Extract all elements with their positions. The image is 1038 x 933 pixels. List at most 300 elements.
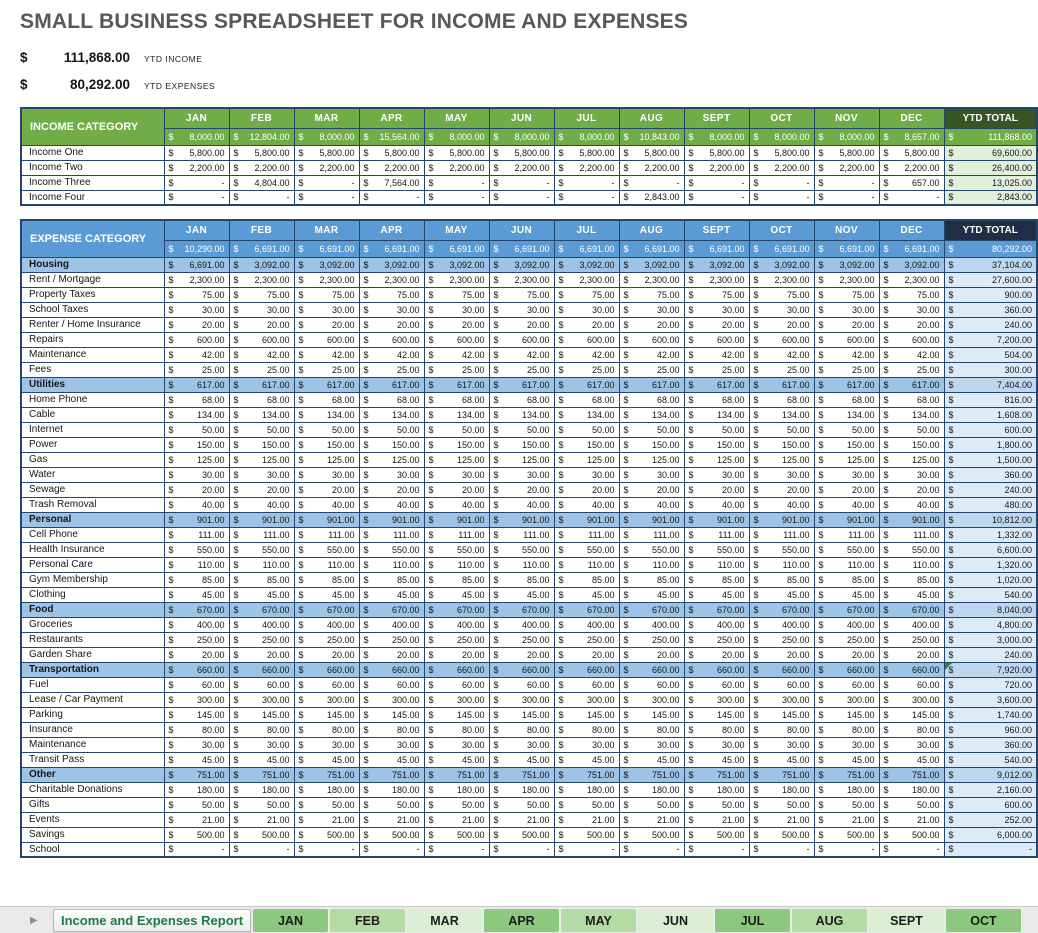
ytd-value-cell[interactable] (944, 302, 1037, 317)
month-value-cell[interactable] (684, 737, 749, 752)
month-value-cell[interactable] (684, 347, 749, 362)
month-value-cell[interactable] (294, 190, 359, 205)
ytd-value-cell[interactable] (944, 347, 1037, 362)
month-value-cell[interactable] (164, 812, 229, 827)
ytd-grand-total-cell[interactable] (944, 128, 1037, 145)
row-label-cell[interactable]: Rent / Mortgage (21, 272, 164, 287)
month-value-cell[interactable] (424, 677, 489, 692)
month-value-cell[interactable] (359, 272, 424, 287)
month-value-cell[interactable] (554, 707, 619, 722)
month-value-cell[interactable] (814, 452, 879, 467)
month-value-cell[interactable] (294, 542, 359, 557)
month-value-cell[interactable] (554, 482, 619, 497)
month-value-cell[interactable] (164, 145, 229, 160)
month-value-cell[interactable] (294, 752, 359, 767)
month-value-cell[interactable] (424, 737, 489, 752)
month-value-cell[interactable] (684, 160, 749, 175)
month-value-cell[interactable] (359, 332, 424, 347)
month-value-cell[interactable] (554, 677, 619, 692)
month-value-cell[interactable] (424, 617, 489, 632)
month-value-cell[interactable] (684, 812, 749, 827)
month-value-cell[interactable] (749, 782, 814, 797)
month-value-cell[interactable] (554, 632, 619, 647)
month-value-cell[interactable] (359, 827, 424, 842)
month-value-cell[interactable] (229, 287, 294, 302)
month-value-cell[interactable] (489, 602, 554, 617)
month-value-cell[interactable] (359, 557, 424, 572)
month-value-cell[interactable] (294, 272, 359, 287)
row-label-cell[interactable]: Income One (21, 145, 164, 160)
month-value-cell[interactable] (489, 767, 554, 782)
row-label-cell[interactable]: Property Taxes (21, 287, 164, 302)
ytd-value-cell[interactable] (944, 160, 1037, 175)
month-value-cell[interactable] (294, 332, 359, 347)
month-value-cell[interactable] (749, 145, 814, 160)
month-value-cell[interactable] (359, 175, 424, 190)
row-label-cell[interactable]: Renter / Home Insurance (21, 317, 164, 332)
month-value-cell[interactable] (554, 422, 619, 437)
month-value-cell[interactable] (619, 527, 684, 542)
month-value-cell[interactable] (814, 677, 879, 692)
month-value-cell[interactable] (879, 317, 944, 332)
month-value-cell[interactable] (749, 160, 814, 175)
month-value-cell[interactable] (359, 467, 424, 482)
month-value-cell[interactable] (359, 190, 424, 205)
month-value-cell[interactable] (749, 527, 814, 542)
ytd-value-cell[interactable] (944, 602, 1037, 617)
month-value-cell[interactable] (424, 257, 489, 272)
month-value-cell[interactable] (619, 467, 684, 482)
month-value-cell[interactable] (749, 632, 814, 647)
month-total-cell[interactable] (489, 240, 554, 257)
month-value-cell[interactable] (749, 287, 814, 302)
month-value-cell[interactable] (684, 377, 749, 392)
month-value-cell[interactable] (359, 587, 424, 602)
month-value-cell[interactable] (684, 647, 749, 662)
month-value-cell[interactable] (229, 752, 294, 767)
ytd-value-cell[interactable] (944, 287, 1037, 302)
sheet-tab-jan[interactable]: JAN (253, 909, 328, 932)
month-value-cell[interactable] (684, 512, 749, 527)
month-value-cell[interactable] (814, 512, 879, 527)
month-value-cell[interactable] (684, 557, 749, 572)
month-value-cell[interactable] (424, 160, 489, 175)
month-total-cell[interactable] (164, 128, 229, 145)
month-value-cell[interactable] (164, 617, 229, 632)
month-value-cell[interactable] (489, 145, 554, 160)
month-value-cell[interactable] (164, 707, 229, 722)
row-label-cell[interactable]: Maintenance (21, 347, 164, 362)
month-value-cell[interactable] (489, 587, 554, 602)
month-value-cell[interactable] (359, 572, 424, 587)
row-label-cell[interactable]: Parking (21, 707, 164, 722)
month-header-cell[interactable]: MAR (294, 220, 359, 240)
month-value-cell[interactable] (879, 512, 944, 527)
row-label-cell[interactable]: Utilities (21, 377, 164, 392)
month-value-cell[interactable] (229, 767, 294, 782)
month-value-cell[interactable] (684, 602, 749, 617)
ytd-value-cell[interactable] (944, 587, 1037, 602)
month-value-cell[interactable] (294, 467, 359, 482)
month-value-cell[interactable] (359, 677, 424, 692)
month-value-cell[interactable] (359, 302, 424, 317)
month-value-cell[interactable] (294, 145, 359, 160)
month-value-cell[interactable] (619, 782, 684, 797)
month-value-cell[interactable] (294, 257, 359, 272)
month-value-cell[interactable] (489, 707, 554, 722)
ytd-value-cell[interactable] (944, 512, 1037, 527)
month-value-cell[interactable] (229, 662, 294, 677)
ytd-value-cell[interactable] (944, 797, 1037, 812)
month-value-cell[interactable] (164, 677, 229, 692)
row-label-cell[interactable]: Income Three (21, 175, 164, 190)
month-header-cell[interactable]: OCT (749, 108, 814, 128)
month-value-cell[interactable] (359, 782, 424, 797)
month-value-cell[interactable] (294, 842, 359, 857)
month-value-cell[interactable] (229, 797, 294, 812)
month-value-cell[interactable] (749, 662, 814, 677)
ytd-value-cell[interactable] (944, 617, 1037, 632)
month-value-cell[interactable] (619, 257, 684, 272)
ytd-value-cell[interactable] (944, 647, 1037, 662)
month-value-cell[interactable] (424, 812, 489, 827)
month-value-cell[interactable] (879, 737, 944, 752)
month-value-cell[interactable] (229, 632, 294, 647)
month-total-cell[interactable] (424, 128, 489, 145)
month-value-cell[interactable] (749, 437, 814, 452)
month-value-cell[interactable] (164, 512, 229, 527)
month-value-cell[interactable] (749, 737, 814, 752)
month-value-cell[interactable] (489, 572, 554, 587)
month-value-cell[interactable] (229, 737, 294, 752)
month-value-cell[interactable] (554, 332, 619, 347)
ytd-value-cell[interactable] (944, 190, 1037, 205)
month-value-cell[interactable] (489, 437, 554, 452)
month-value-cell[interactable] (684, 272, 749, 287)
month-header-cell[interactable]: MAY (424, 220, 489, 240)
row-label-cell[interactable]: Garden Share (21, 647, 164, 662)
month-value-cell[interactable] (554, 362, 619, 377)
month-value-cell[interactable] (554, 437, 619, 452)
month-value-cell[interactable] (424, 722, 489, 737)
month-value-cell[interactable] (554, 827, 619, 842)
month-value-cell[interactable] (229, 512, 294, 527)
month-value-cell[interactable] (294, 647, 359, 662)
month-value-cell[interactable] (294, 422, 359, 437)
month-total-cell[interactable] (359, 128, 424, 145)
month-header-cell[interactable]: MAR (294, 108, 359, 128)
month-value-cell[interactable] (424, 827, 489, 842)
month-value-cell[interactable] (879, 145, 944, 160)
month-value-cell[interactable] (359, 317, 424, 332)
month-value-cell[interactable] (229, 527, 294, 542)
month-value-cell[interactable] (359, 437, 424, 452)
month-value-cell[interactable] (164, 662, 229, 677)
month-value-cell[interactable] (879, 257, 944, 272)
month-value-cell[interactable] (619, 812, 684, 827)
month-value-cell[interactable] (424, 527, 489, 542)
month-value-cell[interactable] (229, 362, 294, 377)
month-value-cell[interactable] (489, 257, 554, 272)
tab-scroll-right-icon[interactable]: ▶ (30, 914, 38, 926)
month-value-cell[interactable] (749, 452, 814, 467)
month-value-cell[interactable] (814, 175, 879, 190)
month-value-cell[interactable] (164, 632, 229, 647)
month-value-cell[interactable] (684, 692, 749, 707)
month-value-cell[interactable] (164, 347, 229, 362)
ytd-value-cell[interactable] (944, 377, 1037, 392)
month-value-cell[interactable] (164, 647, 229, 662)
month-value-cell[interactable] (619, 767, 684, 782)
month-value-cell[interactable] (294, 407, 359, 422)
month-value-cell[interactable] (359, 662, 424, 677)
month-total-cell[interactable] (879, 128, 944, 145)
month-value-cell[interactable] (684, 467, 749, 482)
month-value-cell[interactable] (749, 542, 814, 557)
month-header-cell[interactable]: DEC (879, 108, 944, 128)
month-value-cell[interactable] (619, 362, 684, 377)
month-value-cell[interactable] (489, 287, 554, 302)
month-value-cell[interactable] (229, 482, 294, 497)
month-value-cell[interactable] (554, 602, 619, 617)
month-value-cell[interactable] (489, 497, 554, 512)
row-label-cell[interactable]: Power (21, 437, 164, 452)
month-value-cell[interactable] (684, 632, 749, 647)
month-value-cell[interactable] (879, 302, 944, 317)
month-value-cell[interactable] (554, 272, 619, 287)
month-header-cell[interactable]: SEPT (684, 108, 749, 128)
month-value-cell[interactable] (359, 602, 424, 617)
month-value-cell[interactable] (879, 422, 944, 437)
month-value-cell[interactable] (294, 527, 359, 542)
month-value-cell[interactable] (879, 647, 944, 662)
ytd-value-cell[interactable] (944, 632, 1037, 647)
month-value-cell[interactable] (489, 392, 554, 407)
month-value-cell[interactable] (424, 392, 489, 407)
ytd-value-cell[interactable] (944, 452, 1037, 467)
month-value-cell[interactable] (814, 737, 879, 752)
month-value-cell[interactable] (814, 527, 879, 542)
row-label-cell[interactable]: School Taxes (21, 302, 164, 317)
month-value-cell[interactable] (684, 190, 749, 205)
month-value-cell[interactable] (294, 722, 359, 737)
month-value-cell[interactable] (164, 782, 229, 797)
month-value-cell[interactable] (619, 437, 684, 452)
month-value-cell[interactable] (294, 175, 359, 190)
month-value-cell[interactable] (619, 392, 684, 407)
month-value-cell[interactable] (229, 602, 294, 617)
ytd-value-cell[interactable] (944, 407, 1037, 422)
month-value-cell[interactable] (164, 332, 229, 347)
sheet-tab-oct[interactable]: OCT (946, 909, 1021, 932)
month-value-cell[interactable] (879, 842, 944, 857)
month-value-cell[interactable] (424, 317, 489, 332)
month-value-cell[interactable] (229, 722, 294, 737)
month-value-cell[interactable] (619, 347, 684, 362)
month-value-cell[interactable] (684, 175, 749, 190)
month-value-cell[interactable] (814, 557, 879, 572)
month-value-cell[interactable] (619, 662, 684, 677)
month-value-cell[interactable] (489, 160, 554, 175)
month-value-cell[interactable] (814, 392, 879, 407)
row-label-cell[interactable]: Income Two (21, 160, 164, 175)
sheet-tab-apr[interactable]: APR (484, 909, 559, 932)
month-value-cell[interactable] (489, 527, 554, 542)
month-value-cell[interactable] (489, 512, 554, 527)
month-value-cell[interactable] (879, 437, 944, 452)
month-value-cell[interactable] (359, 257, 424, 272)
month-value-cell[interactable] (294, 437, 359, 452)
month-value-cell[interactable] (684, 422, 749, 437)
month-value-cell[interactable] (814, 542, 879, 557)
month-value-cell[interactable] (684, 707, 749, 722)
month-value-cell[interactable] (229, 542, 294, 557)
month-value-cell[interactable] (359, 722, 424, 737)
month-value-cell[interactable] (164, 737, 229, 752)
month-value-cell[interactable] (424, 797, 489, 812)
month-value-cell[interactable] (749, 587, 814, 602)
month-value-cell[interactable] (619, 175, 684, 190)
month-value-cell[interactable] (359, 707, 424, 722)
row-label-cell[interactable]: Gym Membership (21, 572, 164, 587)
month-value-cell[interactable] (424, 662, 489, 677)
month-value-cell[interactable] (879, 677, 944, 692)
month-value-cell[interactable] (749, 190, 814, 205)
row-label-cell[interactable]: Groceries (21, 617, 164, 632)
row-label-cell[interactable]: Events (21, 812, 164, 827)
month-value-cell[interactable] (749, 767, 814, 782)
month-value-cell[interactable] (619, 145, 684, 160)
month-value-cell[interactable] (879, 287, 944, 302)
month-header-cell[interactable]: NOV (814, 220, 879, 240)
month-value-cell[interactable] (294, 617, 359, 632)
month-value-cell[interactable] (424, 497, 489, 512)
ytd-value-cell[interactable] (944, 145, 1037, 160)
month-value-cell[interactable] (554, 257, 619, 272)
month-value-cell[interactable] (164, 257, 229, 272)
month-value-cell[interactable] (749, 602, 814, 617)
ytd-value-cell[interactable] (944, 557, 1037, 572)
month-value-cell[interactable] (814, 707, 879, 722)
month-value-cell[interactable] (294, 482, 359, 497)
month-value-cell[interactable] (749, 332, 814, 347)
month-total-cell[interactable] (489, 128, 554, 145)
month-value-cell[interactable] (879, 782, 944, 797)
month-value-cell[interactable] (619, 190, 684, 205)
month-value-cell[interactable] (489, 632, 554, 647)
month-value-cell[interactable] (229, 587, 294, 602)
month-value-cell[interactable] (359, 512, 424, 527)
month-value-cell[interactable] (749, 617, 814, 632)
month-value-cell[interactable] (164, 842, 229, 857)
month-value-cell[interactable] (814, 302, 879, 317)
month-value-cell[interactable] (879, 797, 944, 812)
month-value-cell[interactable] (164, 407, 229, 422)
month-value-cell[interactable] (294, 160, 359, 175)
month-value-cell[interactable] (489, 737, 554, 752)
month-value-cell[interactable] (684, 797, 749, 812)
month-value-cell[interactable] (619, 332, 684, 347)
month-value-cell[interactable] (359, 542, 424, 557)
month-value-cell[interactable] (424, 272, 489, 287)
month-total-cell[interactable] (554, 128, 619, 145)
month-value-cell[interactable] (749, 482, 814, 497)
month-value-cell[interactable] (814, 497, 879, 512)
month-value-cell[interactable] (619, 752, 684, 767)
month-value-cell[interactable] (619, 647, 684, 662)
month-value-cell[interactable] (879, 602, 944, 617)
month-value-cell[interactable] (359, 632, 424, 647)
month-value-cell[interactable] (814, 377, 879, 392)
month-value-cell[interactable] (229, 497, 294, 512)
month-value-cell[interactable] (879, 272, 944, 287)
month-value-cell[interactable] (749, 377, 814, 392)
month-value-cell[interactable] (814, 692, 879, 707)
month-header-cell[interactable]: APR (359, 220, 424, 240)
ytd-value-cell[interactable] (944, 767, 1037, 782)
month-value-cell[interactable] (684, 407, 749, 422)
row-label-cell[interactable]: Cable (21, 407, 164, 422)
row-label-cell[interactable]: Home Phone (21, 392, 164, 407)
month-value-cell[interactable] (879, 497, 944, 512)
ytd-value-cell[interactable] (944, 362, 1037, 377)
month-value-cell[interactable] (879, 467, 944, 482)
month-value-cell[interactable] (424, 452, 489, 467)
month-value-cell[interactable] (879, 707, 944, 722)
month-value-cell[interactable] (489, 782, 554, 797)
month-value-cell[interactable] (879, 812, 944, 827)
month-value-cell[interactable] (749, 302, 814, 317)
month-value-cell[interactable] (164, 587, 229, 602)
month-value-cell[interactable] (879, 332, 944, 347)
ytd-value-cell[interactable] (944, 827, 1037, 842)
month-value-cell[interactable] (359, 527, 424, 542)
ytd-value-cell[interactable] (944, 542, 1037, 557)
month-value-cell[interactable] (619, 287, 684, 302)
ytd-value-cell[interactable] (944, 737, 1037, 752)
month-value-cell[interactable] (229, 437, 294, 452)
sheet-tab-aug[interactable]: AUG (792, 909, 867, 932)
month-value-cell[interactable] (684, 587, 749, 602)
ytd-value-cell[interactable] (944, 467, 1037, 482)
ytd-value-cell[interactable] (944, 782, 1037, 797)
month-value-cell[interactable] (619, 377, 684, 392)
row-label-cell[interactable]: Personal Care (21, 557, 164, 572)
ytd-value-cell[interactable] (944, 692, 1037, 707)
month-value-cell[interactable] (749, 677, 814, 692)
ytd-value-cell[interactable] (944, 392, 1037, 407)
month-value-cell[interactable] (489, 812, 554, 827)
month-value-cell[interactable] (229, 377, 294, 392)
month-header-cell[interactable]: FEB (229, 220, 294, 240)
month-value-cell[interactable] (229, 467, 294, 482)
month-value-cell[interactable] (229, 332, 294, 347)
month-value-cell[interactable] (554, 572, 619, 587)
month-value-cell[interactable] (229, 160, 294, 175)
month-value-cell[interactable] (164, 175, 229, 190)
month-value-cell[interactable] (359, 812, 424, 827)
month-total-cell[interactable] (554, 240, 619, 257)
month-value-cell[interactable] (229, 422, 294, 437)
month-header-cell[interactable]: AUG (619, 108, 684, 128)
month-header-cell[interactable]: JAN (164, 108, 229, 128)
month-value-cell[interactable] (814, 190, 879, 205)
month-value-cell[interactable] (619, 160, 684, 175)
ytd-value-cell[interactable] (944, 257, 1037, 272)
month-value-cell[interactable] (684, 782, 749, 797)
month-value-cell[interactable] (619, 572, 684, 587)
month-value-cell[interactable] (424, 287, 489, 302)
